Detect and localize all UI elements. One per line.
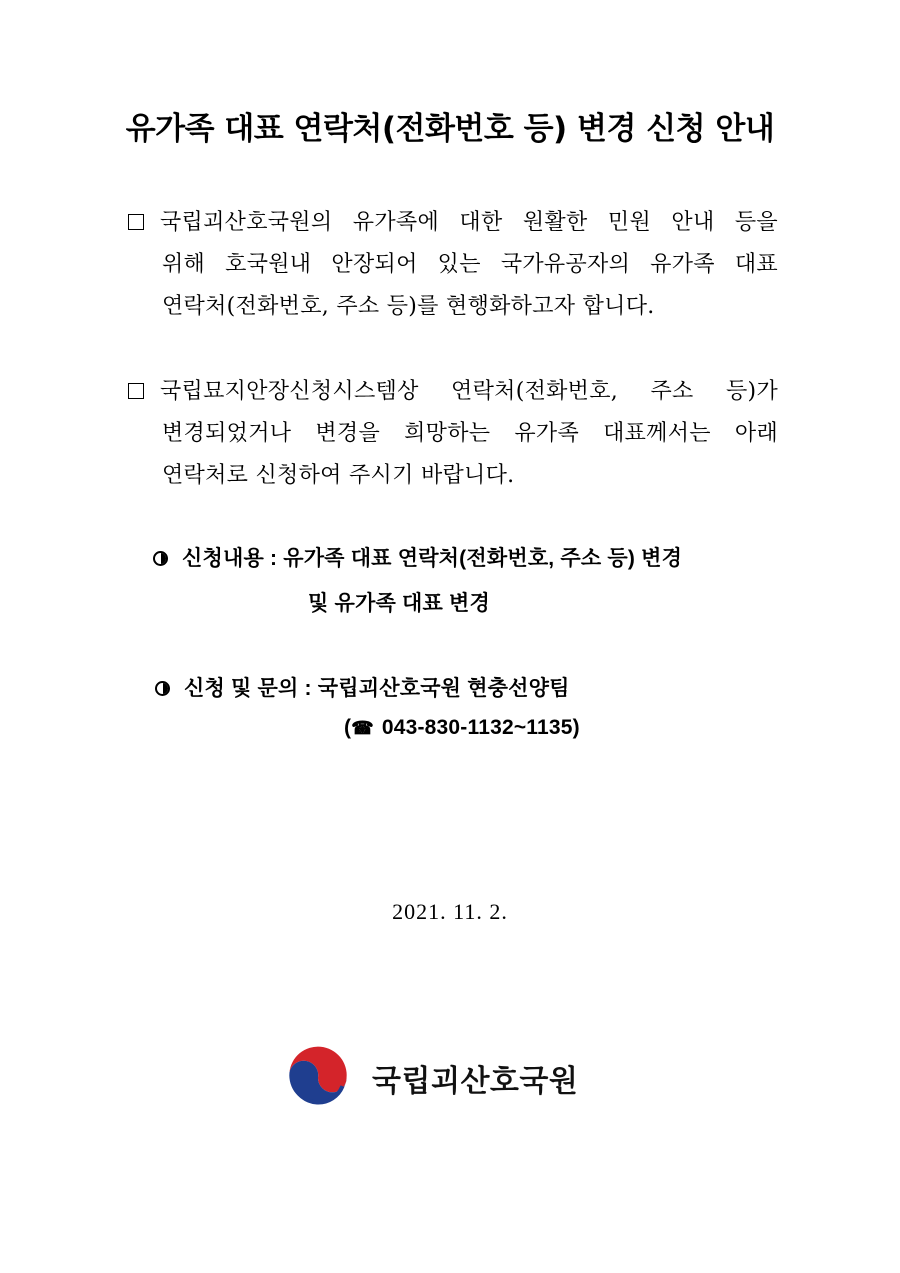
contact-item [155,672,570,702]
paragraph-line: 국립괴산호국원의 유가족에 대한 원활한 민원 안내 등을 [160,210,778,235]
checkbox-bullet-icon [128,383,144,399]
paragraph-line: 변경되었거나 변경을 희망하는 유가족 대표께서는 아래 [162,421,778,446]
paragraph-line: 연락처로 신청하여 주시기 바랍니다. [162,463,515,488]
organization-logo [284,1042,624,1112]
taegeuk-emblem-icon [284,1044,352,1112]
application-content-item [153,542,682,572]
notice-paragraph-2 [128,371,778,497]
contact-text: 신청 및 문의 : 국립괴산호국원 현충선양팀 [184,677,570,700]
half-filled-circle-icon [153,551,168,566]
checkbox-bullet-icon [128,214,144,230]
document-title: 유가족 대표 연락처(전화번호 등) 변경 신청 안내 [125,111,775,147]
paragraph-line: 위해 호국원내 안장되어 있는 국가유공자의 유가족 대표 [162,252,778,277]
phone-number-text: 043-830-1132~1135) [381,716,580,739]
organization-name: 국립괴산호국원 [372,1064,579,1099]
application-content-continuation: 및 유가족 대표 변경 [308,592,490,615]
paragraph-line: 연락처(전화번호, 주소 등)를 현행화하고자 합니다. [162,294,655,319]
notice-paragraph-1 [128,202,778,328]
phone-number: (☎ 043-830-1132~1135) [344,716,580,739]
application-content-text: 신청내용 : 유가족 대표 연락처(전화번호, 주소 등) 변경 [182,547,683,570]
paragraph-line: 국립묘지안장신청시스템상 연락처(전화번호, 주소 등)가 [160,379,778,404]
half-filled-circle-icon [155,681,170,696]
document-date: 2021. 11. 2. [392,899,508,924]
telephone-icon: ☎ [351,718,374,738]
